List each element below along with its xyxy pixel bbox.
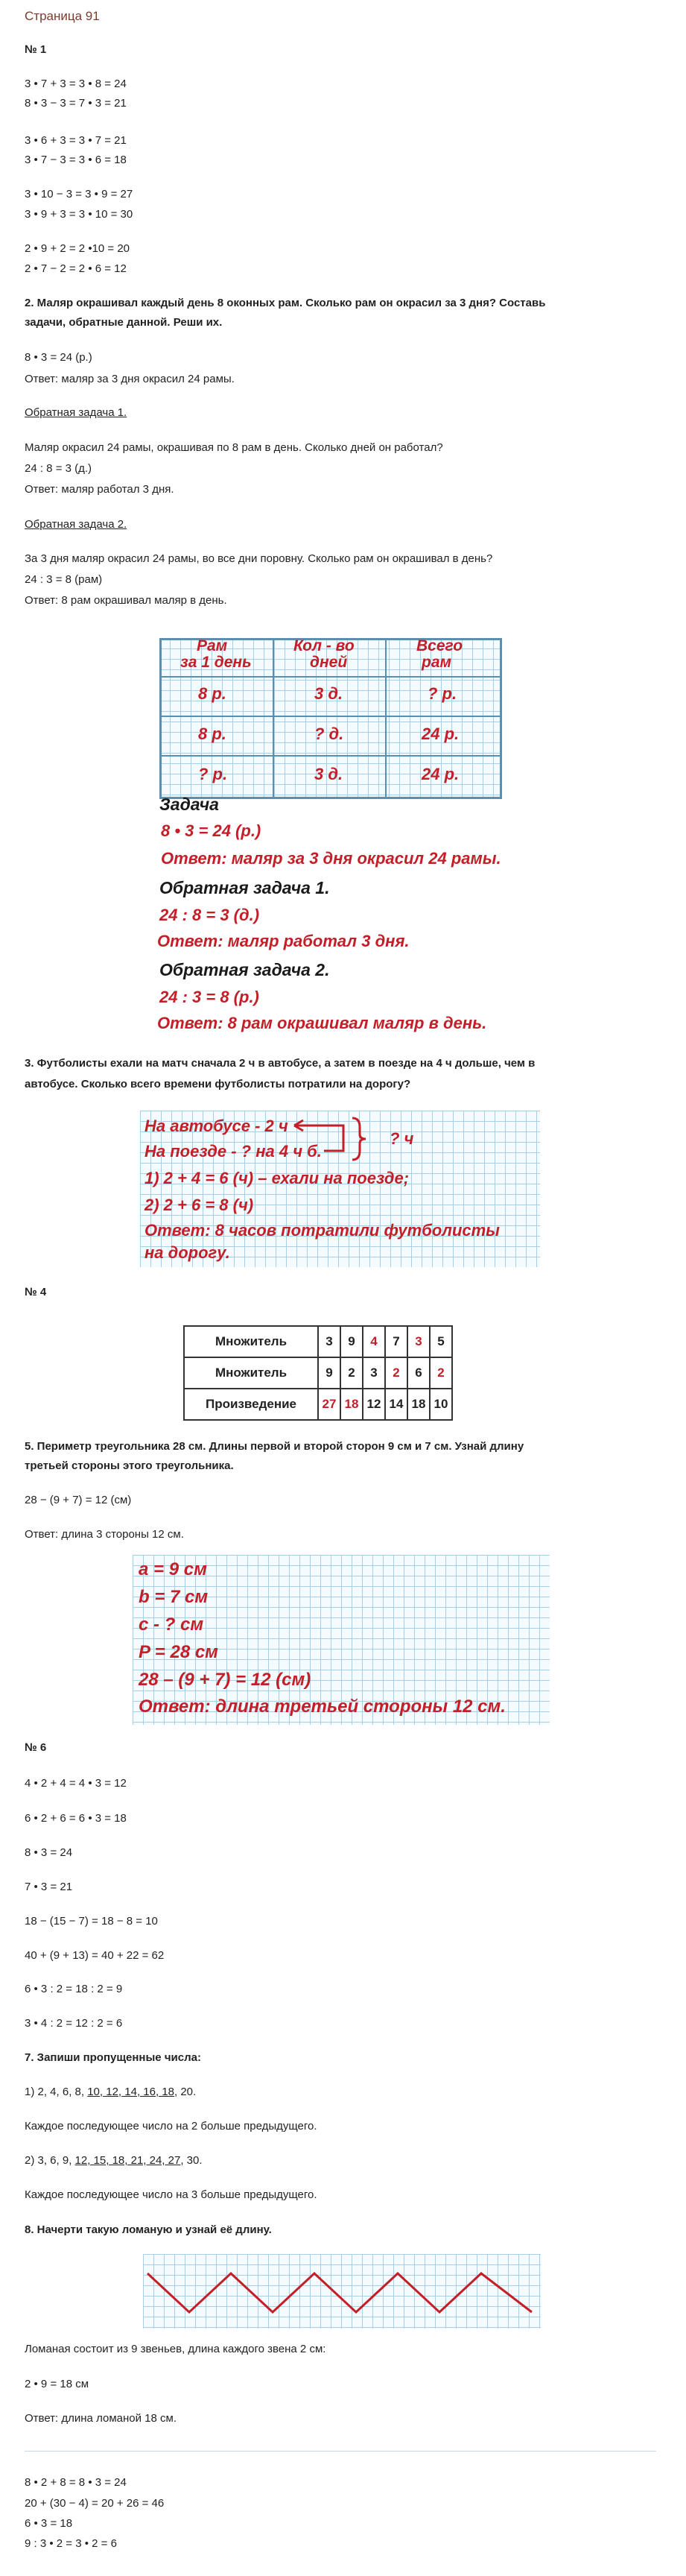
- ex6-line: 3 • 4 : 2 = 12 : 2 = 6: [25, 2017, 123, 2030]
- ex1-line: 8 • 3 − 3 = 7 • 3 = 21: [25, 97, 127, 110]
- ex6-line: 6 • 3 : 2 = 18 : 2 = 9: [25, 1983, 123, 1995]
- ex2-table-header-1b: за 1 день: [180, 654, 252, 671]
- ex7-sequence-1: [25, 2086, 196, 2098]
- ex7-note-1: Каждое последующее число на 2 больше предыдущего.: [25, 2120, 317, 2133]
- ex2-table-cell: ? д.: [314, 724, 344, 743]
- ex2-heading: 2. Маляр окрашивал каждый день 8 оконных рам. Сколько рам он окрасил за 3 дня? Составь: [25, 297, 546, 309]
- ex8-heading: 8. Начерти такую ломаную и узнай её длину.: [25, 2223, 272, 2236]
- ex5-hw-line: Ответ: длина третьей стороны 12 см.: [139, 1696, 506, 1717]
- ex2-hw-task-label: Задача: [159, 795, 219, 814]
- ex4-cell: 3: [318, 1326, 340, 1357]
- ex6-line: 7 • 3 = 21: [25, 1881, 73, 1893]
- bottom-line: 6 • 3 = 18: [25, 2517, 73, 2530]
- ex5-hw-line: P = 28 см: [139, 1642, 218, 1662]
- ex3-hw-line5: Ответ: 8 часов потратили футболисты: [144, 1221, 500, 1240]
- ex3-hw-brace-label: ? ч: [390, 1129, 414, 1148]
- ex3-hw-line1: На автобусе - 2 ч: [144, 1117, 288, 1135]
- ex7-s1-suffix: , 20.: [174, 2086, 197, 2098]
- ex2-inverse1-text: Маляр окрасил 24 рамы, окрашивая по 8 рам в день. Сколько дней он работал?: [25, 441, 443, 454]
- ex3-hw-line4: 2) 2 + 6 = 8 (ч): [144, 1196, 254, 1214]
- ex4-cell: 18: [340, 1389, 363, 1420]
- ex2-hw-inv1-answer: Ответ: маляр работал 3 дня.: [157, 932, 410, 950]
- ex7-sequence-2: [25, 2154, 203, 2167]
- ex8-description: Ломаная состоит из 9 звеньев, длина каждого звена 2 см:: [25, 2343, 326, 2355]
- ex8-polyline: [143, 2254, 541, 2329]
- ex6-heading: № 6: [25, 1741, 47, 1754]
- ex4-cell: 3: [407, 1326, 430, 1357]
- ex4-row-label: Множитель: [184, 1357, 318, 1389]
- ex4-cell: 4: [363, 1326, 385, 1357]
- ex2-inverse2-text: За 3 дня маляр окрасил 24 рамы, во все дни поровну. Сколько рам он окрашивал в день?: [25, 552, 493, 565]
- bottom-line: 8 • 2 + 8 = 8 • 3 = 24: [25, 2476, 127, 2489]
- ex4-cell: 9: [340, 1326, 363, 1357]
- ex2-answer: Ответ: маляр за 3 дня окрасил 24 рамы.: [25, 373, 235, 385]
- ex4-cell: 18: [407, 1389, 430, 1420]
- ex2-hw-task-answer: Ответ: маляр за 3 дня окрасил 24 рамы.: [161, 849, 501, 868]
- ex4-heading: № 4: [25, 1286, 47, 1298]
- ex7-note-2: Каждое последующее число на 3 больше предыдущего.: [25, 2188, 317, 2201]
- ex2-hw-task-solution: 8 • 3 = 24 (р.): [161, 821, 261, 840]
- ex1-line: 2 • 7 − 2 = 2 • 6 = 12: [25, 262, 127, 275]
- ex4-cell: 7: [385, 1326, 407, 1357]
- ex6-line: 4 • 2 + 4 = 4 • 3 = 12: [25, 1777, 127, 1790]
- ex3-heading-2: автобусе. Сколько всего времени футболисты потратили на дорогу?: [25, 1078, 411, 1090]
- ex2-solution: 8 • 3 = 24 (р.): [25, 351, 92, 364]
- ex7-s2-prefix: 2) 3, 6, 9,: [25, 2154, 75, 2167]
- ex6-line: 6 • 2 + 6 = 6 • 3 = 18: [25, 1812, 127, 1825]
- ex2-hw-inv2-answer: Ответ: 8 рам окрашивал маляр в день.: [157, 1014, 487, 1032]
- ex2-table-header-1a: Рам: [197, 637, 228, 654]
- ex1-line: 2 • 9 + 2 = 2 •10 = 20: [25, 242, 130, 255]
- ex5-hw-line: c - ? см: [139, 1614, 204, 1635]
- ex2-table-header-3b: рам: [422, 654, 452, 671]
- ex2-table-cell: 24 р.: [422, 765, 460, 783]
- ex5-heading: 5. Периметр треугольника 28 см. Длины первой и второй сторон 9 см и 7 см. Узнай длину: [25, 1440, 524, 1453]
- ex5-hw-line: a = 9 см: [139, 1559, 207, 1579]
- ex2-inverse2-solution: 24 : 3 = 8 (рам): [25, 573, 103, 586]
- ex2-table-cell: 3 д.: [314, 684, 343, 703]
- ex2-heading-2: задачи, обратные данной. Реши их.: [25, 316, 223, 329]
- ex5-heading-2: третьей стороны этого треугольника.: [25, 1459, 234, 1472]
- ex2-table-header-2b: дней: [310, 654, 348, 671]
- ex5-answer: Ответ: длина 3 стороны 12 см.: [25, 1528, 184, 1541]
- bottom-line: 20 + (30 − 4) = 20 + 26 = 46: [25, 2497, 165, 2510]
- ex7-s1-prefix: 1) 2, 4, 6, 8,: [25, 2086, 88, 2098]
- ex3-hw-line2: На поезде - ? на 4 ч б.: [144, 1142, 322, 1161]
- ex5-hw-line: 28 – (9 + 7) = 12 (см): [139, 1670, 311, 1690]
- ex4-cell: 2: [385, 1357, 407, 1389]
- ex3-hw-line3: 1) 2 + 4 = 6 (ч) – ехали на поезде;: [144, 1169, 410, 1187]
- ex2-table-cell: 8 р.: [198, 724, 226, 743]
- ex4-cell: 14: [385, 1389, 407, 1420]
- ex4-cell: 5: [430, 1326, 452, 1357]
- ex2-inverse1-title: Обратная задача 1.: [25, 406, 127, 419]
- ex2-table-cell: ? р.: [198, 765, 228, 783]
- ex2-table-cell: 8 р.: [198, 684, 226, 703]
- ex5-handwritten-image: [133, 1555, 550, 1725]
- ex1-line: 3 • 10 − 3 = 3 • 9 = 27: [25, 188, 133, 201]
- ex8-answer: Ответ: длина ломаной 18 см.: [25, 2412, 177, 2425]
- ex7-heading: 7. Запиши пропущенные числа:: [25, 2051, 201, 2064]
- bottom-line: 9 : 3 • 2 = 3 • 2 = 6: [25, 2537, 117, 2550]
- ex4-cell: 3: [363, 1357, 385, 1389]
- ex3-arrow-brace: [285, 1115, 390, 1164]
- ex5-hw-line: b = 7 см: [139, 1587, 209, 1607]
- ex2-inverse2-title: Обратная задача 2.: [25, 518, 127, 531]
- ex4-row-label: Множитель: [184, 1326, 318, 1357]
- ex4-cell: 12: [363, 1389, 385, 1420]
- ex8-solution: 2 • 9 = 18 см: [25, 2378, 89, 2390]
- ex4-table: [183, 1325, 453, 1421]
- ex2-hw-inv2-solution: 24 : 3 = 8 (р.): [159, 988, 259, 1006]
- ex7-s1-fill: 10, 12, 14, 16, 18: [87, 2086, 174, 2098]
- ex4-cell: 2: [430, 1357, 452, 1389]
- ex2-table-cell: ? р.: [428, 684, 457, 703]
- ex2-table-cell: 24 р.: [422, 724, 460, 743]
- page-title: Страница 91: [25, 9, 100, 23]
- ex2-hw-inv1-label: Обратная задача 1.: [159, 878, 330, 897]
- ex6-line: 40 + (9 + 13) = 40 + 22 = 62: [25, 1949, 165, 1962]
- ex2-hw-inv1-solution: 24 : 8 = 3 (д.): [159, 906, 260, 924]
- ex1-line: 3 • 6 + 3 = 3 • 7 = 21: [25, 134, 127, 147]
- ex4-row-label: Произведение: [184, 1389, 318, 1420]
- ex3-hw-line6: на дорогу.: [144, 1243, 230, 1262]
- ex7-s2-fill: 12, 15, 18, 21, 24, 27: [74, 2154, 181, 2167]
- ex2-table-header-2a: Кол - во: [293, 637, 355, 654]
- ex7-s2-suffix: , 30.: [180, 2154, 203, 2167]
- divider: [25, 2451, 656, 2452]
- ex1-line: 3 • 7 − 3 = 3 • 6 = 18: [25, 154, 127, 166]
- ex2-table-header-3a: Всего: [416, 637, 463, 654]
- ex3-handwritten-image: [140, 1111, 540, 1267]
- ex2-inverse1-solution: 24 : 8 = 3 (д.): [25, 462, 92, 475]
- ex6-line: 8 • 3 = 24: [25, 1846, 73, 1859]
- ex2-table-image: [159, 638, 502, 799]
- ex4-cell: 10: [430, 1389, 452, 1420]
- ex6-line: 18 − (15 − 7) = 18 − 8 = 10: [25, 1915, 158, 1928]
- ex1-line: 3 • 7 + 3 = 3 • 8 = 24: [25, 78, 127, 90]
- ex4-cell: 27: [318, 1389, 340, 1420]
- ex4-cell: 2: [340, 1357, 363, 1389]
- ex3-heading: 3. Футболисты ехали на матч сначала 2 ч в автобусе, а затем в поезде на 4 ч дольше, чем в: [25, 1057, 536, 1070]
- ex2-inverse1-answer: Ответ: маляр работал 3 дня.: [25, 483, 174, 496]
- ex2-hw-inv2-label: Обратная задача 2.: [159, 960, 330, 979]
- ex1-line: 3 • 9 + 3 = 3 • 10 = 30: [25, 208, 133, 221]
- ex4-cell: 6: [407, 1357, 430, 1389]
- ex8-polyline-image: [143, 2254, 541, 2329]
- ex1-heading: № 1: [25, 43, 47, 56]
- ex2-table-cell: 3 д.: [314, 765, 343, 783]
- ex4-cell: 9: [318, 1357, 340, 1389]
- ex5-solution: 28 − (9 + 7) = 12 (см): [25, 1494, 132, 1506]
- ex2-inverse2-answer: Ответ: 8 рам окрашивал маляр в день.: [25, 594, 227, 607]
